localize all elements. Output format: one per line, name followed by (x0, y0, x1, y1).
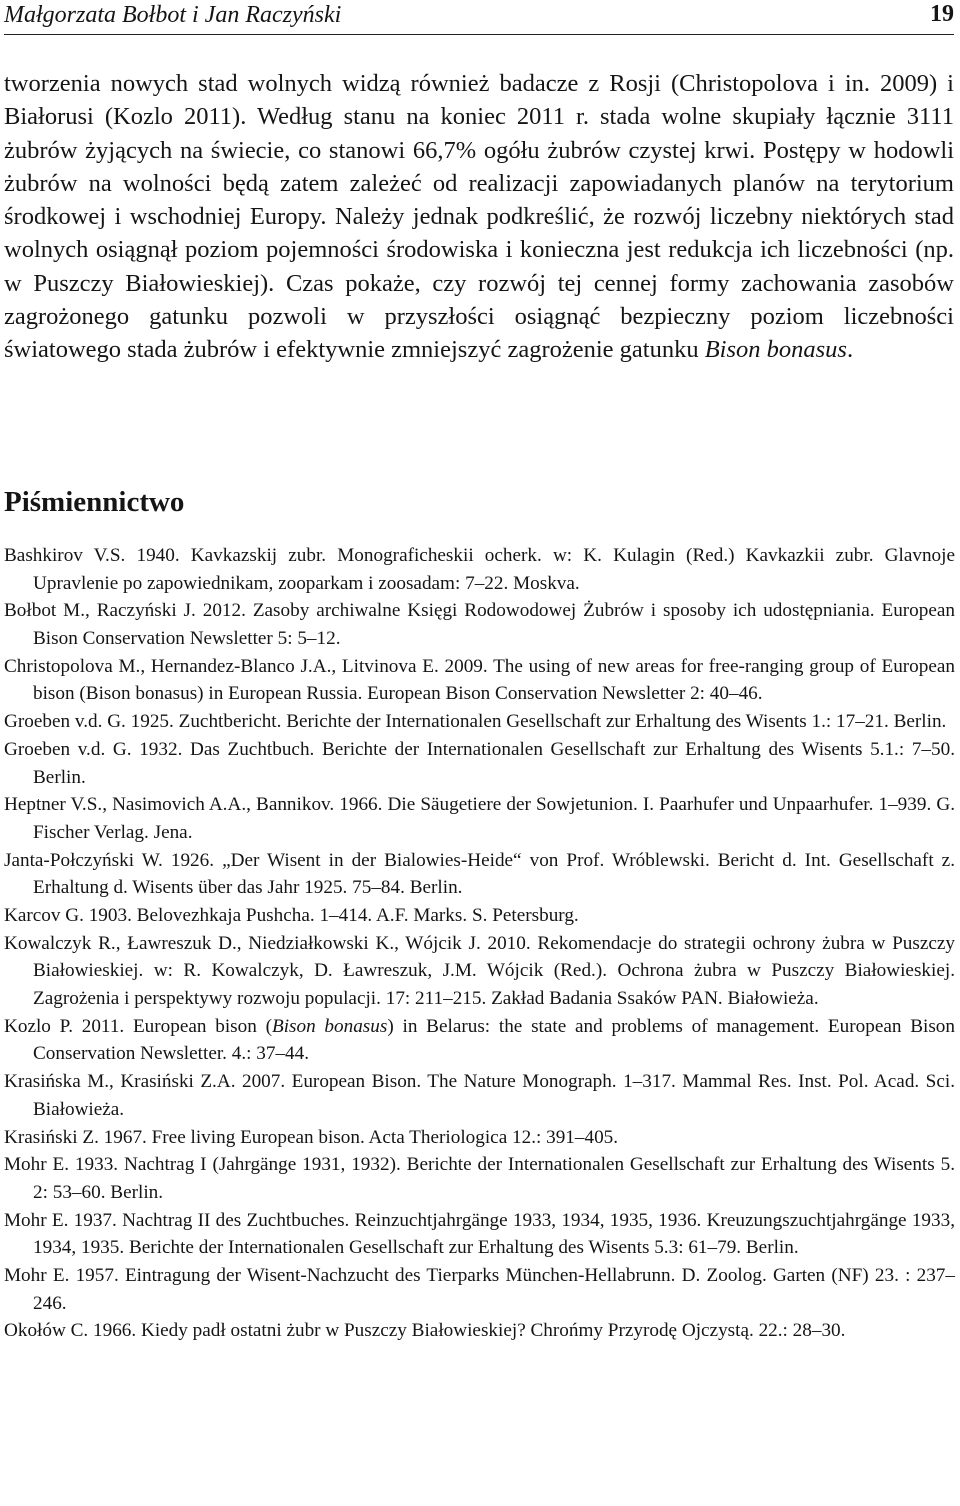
reference-item: Groeben v.d. G. 1932. Das Zuchtbuch. Berichte der Internationalen Gesellschaft zur Erhaltung des Wisents 5.1.: 7–50. Berlin. (4, 738, 955, 788)
reference-item: Groeben v.d. G. 1925. Zuchtbericht. Berichte der Internationalen Gesellschaft zur Erhaltung des Wisents 1.: 17–21. Berlin. (4, 711, 947, 733)
reference-item: Bołbot M., Raczyński J. 2012. Zasoby archiwalne Księgi Rodowodowej Żubrów i sposoby ich udostępniania. European Bison Conservation Newsletter 5: 5–12. (4, 600, 955, 649)
reference-item: Janta-Połczyński W. 1926. „Der Wisent in der Bialowies-Heide“ von Prof. Wróblewski. Bericht d. Int. Gesellschaft z. Erhaltung d. Wisents über das Jahr 1925. 75–84. Berlin. (4, 849, 955, 899)
reference-text: ) in Belarus: the state and problems of management. European Bison Conservation Newsletter. 4.: 37–44. (33, 1015, 955, 1065)
reference-item: Okołów C. 1966. Kiedy padł ostatni żubr w Puszczy Białowieskiej? Chrońmy Przyrodę Ojczystą. 22.: 28–30. (4, 1320, 846, 1342)
reference-item: Bashkirov V.S. 1940. Kavkazskij zubr. Monograficheskii ocherk. w: K. Kulagin (Red.) Kavkazkii zubr. Glavnoje Upravlenie po zapowiednikam, zooparkam i zoosadam: 7–22. Moskva. (4, 545, 955, 594)
reference-item: Mohr E. 1957. Eintragung der Wisent-Nachzucht des Tierparks München-Hellabrunn. D. Zoolog. Garten (NF) 23. : 237–246. (4, 1265, 955, 1314)
reference-text: Kozlo P. 2011. European bison ( (4, 1015, 272, 1037)
running-head (4, 0, 954, 35)
references-heading: Piśmiennictwo (4, 486, 185, 518)
reference-item: Kowalczyk R., Ławreszuk D., Niedziałkowski K., Wójcik J. 2010. Rekomendacje do strategii ochrony żubra w Puszczy Białowieskiej. w: R. Kowalczyk, D. Ławreszuk, J.M. Wójcik (Red.). Ochrona żubra w Puszczy Białowieskiej. Zagrożenia i perspektywy rozwoju populacji. 17: 211–215. Zakład Badania Ssaków PAN. Białowieża. (4, 932, 955, 1009)
reference-list (4, 542, 955, 1345)
reference-item: Mohr E. 1937. Nachtrag II des Zuchtbuches. Reinzuchtjahrgänge 1933, 1934, 1935, 1936. Kreuzungszuchtjahrgänge 1933, 1934, 1935. Berichte der Internationalen Gesellschaft zur Erhaltung des Wisents 5.3: 61–79. Berlin. (4, 1209, 955, 1259)
body-text: tworzenia nowych stad wolnych widzą również badacze z Rosji (Christopolova i in. 2009) i Białorusi (Kozlo 2011). Według stanu na koniec 2011 r. stada wolne skupiały łącznie 3111 żubrów żyjących na świecie, co stanowi 66,7% ogółu żubrów czystej krwi. Postępy w hodowli żubrów na wolności będą zatem zależeć od realizacji zapowiadanych planów na terytorium środkowej i wschodniej Europy. Należy jednak podkreślić, że rozwój liczebny niektórych stad wolnych osiągnął poziom pojemności środowiska i konieczna jest redukcja ich liczebności (np. w Puszczy Białowieskiej). Czas pokaże, czy rozwój tej cennej formy zachowania zasobów zagrożonego gatunku pozwoli w przyszłości osiągnąć bezpieczny poziom liczebności światowego stada żubrów i efektywnie zmniejszyć zagrożenie gatunku (4, 70, 954, 364)
page-number: 19 (930, 1, 954, 27)
running-head-authors: Małgorzata Bołbot i Jan Raczyński (4, 2, 342, 28)
reference-italic-species: Bison bonasus (271, 1015, 388, 1037)
reference-item: Heptner V.S., Nasimovich A.A., Bannikov. 1966. Die Säugetiere der Sowjetunion. I. Paarhufer und Unpaarhufer. 1–939. G. Fischer Verlag. Jena. (4, 794, 955, 843)
reference-item: Krasiński Z. 1967. Free living European bison. Acta Theriologica 12.: 391–405. (4, 1126, 619, 1148)
body-paragraph (4, 67, 954, 367)
reference-item (4, 1013, 955, 1068)
reference-item: Christopolova M., Hernandez-Blanco J.A., Litvinova E. 2009. The using of new areas for free-ranging group of European bison (Bison bonasus) in European Russia. European Bison Conservation Newsletter 2: 40–46. (4, 655, 955, 705)
reference-item: Karcov G. 1903. Belovezhkaja Pushcha. 1–414. A.F. Marks. S. Petersburg. (4, 905, 579, 927)
body-text-end: . (846, 336, 854, 364)
reference-item: Mohr E. 1933. Nachtrag I (Jahrgänge 1931, 1932). Berichte der Internationalen Gesellschaft zur Erhaltung des Wisents 5. 2: 53–60. Berlin. (4, 1154, 955, 1203)
reference-item: Krasińska M., Krasiński Z.A. 2007. European Bison. The Nature Monograph. 1–317. Mammal Res. Inst. Pol. Acad. Sci. Białowieża. (4, 1071, 955, 1120)
species-name-italic: Bison bonasus (704, 336, 847, 364)
